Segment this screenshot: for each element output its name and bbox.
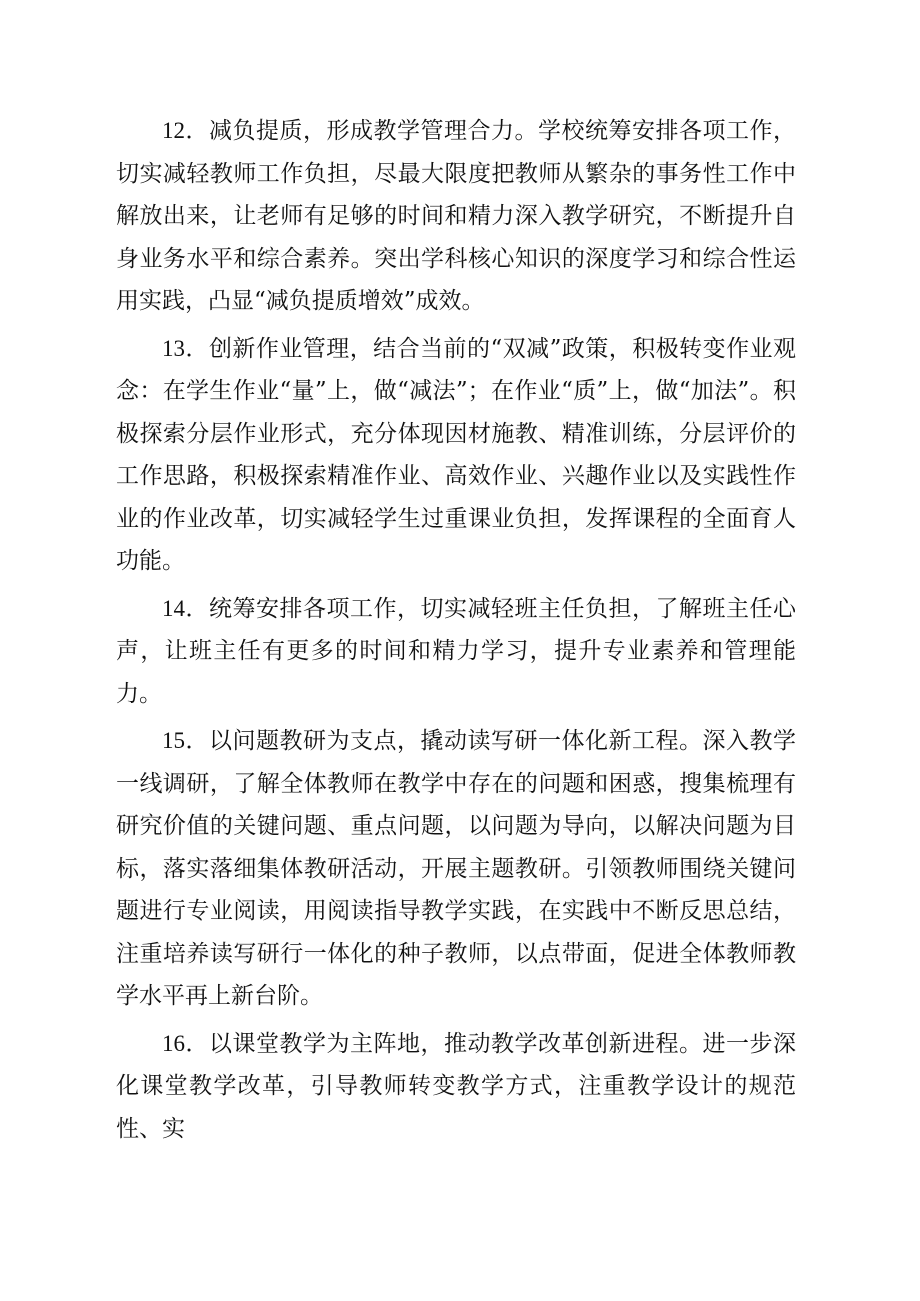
paragraph-number: 14． bbox=[162, 595, 209, 621]
paragraph-number: 13． bbox=[162, 335, 209, 361]
paragraph-13 bbox=[116, 328, 796, 583]
paragraph-12 bbox=[116, 110, 796, 323]
paragraph-text: 以问题教研为支点，撬动读写研一体化新工程。深入教学一线调研，了解全体教师在教学中存在的问题和困惑，搜集梳理有研究价值的关键问题、重点问题，以问题为导向，以解决问题为目标，落实落细集体教研活动，开展主题教研。引领教师围绕关键问题进行专业阅读，用阅读指导教学实践，在实践中不断反思总结，注重培养读写研行一体化的种子教师，以点带面，促进全体教师教学水平再上新台阶。 bbox=[116, 728, 796, 1009]
paragraph-number: 16． bbox=[162, 1030, 209, 1056]
paragraph-number: 15． bbox=[162, 728, 209, 753]
paragraph-16 bbox=[116, 1023, 796, 1151]
paragraph-14 bbox=[116, 588, 796, 716]
paragraph-number: 12． bbox=[162, 118, 209, 143]
paragraph-15 bbox=[116, 720, 796, 1018]
paragraph-text: 减负提质，形成教学管理合力。学校统筹安排各项工作，切实减轻教师工作负担，尽最大限度把教师从繁杂的事务性工作中解放出来，让老师有足够的时间和精力深入教学研究，不断提升自身业务水平和综合素养。突出学科核心知识的深度学习和综合性运用实践，凸显“减负提质增效”成效。 bbox=[116, 118, 796, 314]
paragraph-text: 统筹安排各项工作，切实减轻班主任负担，了解班主任心声，让班主任有更多的时间和精力学习，提升专业素养和管理能力。 bbox=[116, 595, 796, 707]
paragraph-text: 以课堂教学为主阵地，推动教学改革创新进程。进一步深化课堂教学改革，引导教师转变教学方式，注重教学设计的规范性、实 bbox=[116, 1030, 796, 1142]
document-body bbox=[116, 110, 796, 1155]
paragraph-text: 创新作业管理，结合当前的“双减”政策，积极转变作业观念：在学生作业“量”上，做“减法”；在作业“质”上，做“加法”。积极探索分层作业形式，充分体现因材施教、精准训练，分层评价的工作思路，积极探索精准作业、高效作业、兴趣作业以及实践性作业的作业改革，切实减轻学生过重课业负担，发挥课程的全面育人功能。 bbox=[116, 335, 796, 574]
